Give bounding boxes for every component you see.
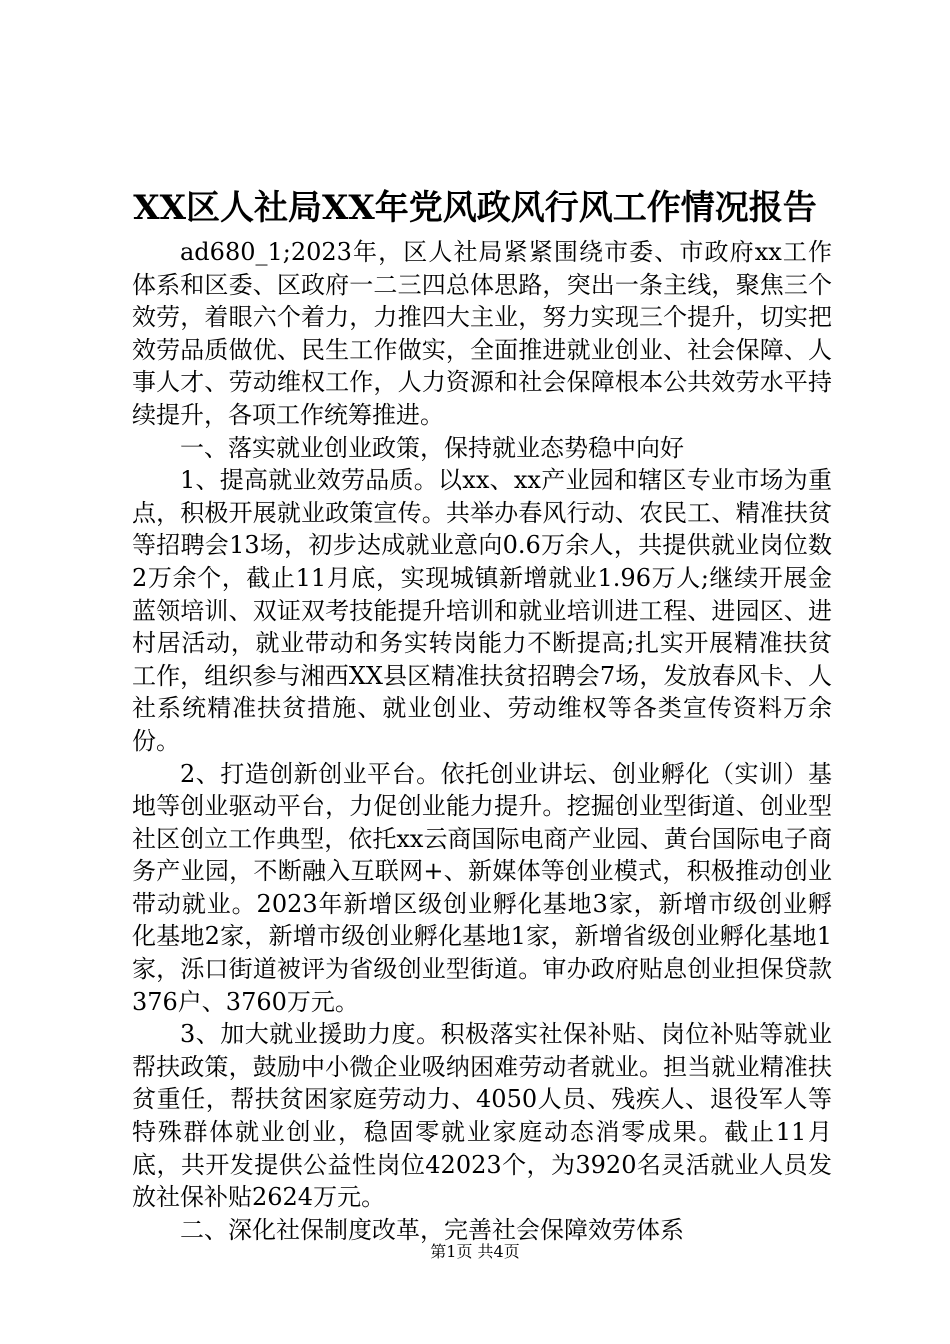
section-heading-1: 一、落实就业创业政策，保持就业态势稳中向好 [180,433,684,462]
paragraph-item-2: 2、打造创新创业平台。依托创业讲坛、创业孵化（实训）基地等创业驱动平台，力促创业能力提升。挖掘创业型街道、创业型社区创立工作典型，依托xx云商国际电商产业园、黄台国际电子商务产业园，不断融入互联网+、新媒体等创业模式，积极推动创业带动就业。2023年新增区级创业孵化基地3家，新增市级创业孵化基地2家，新增市级创业孵化基地1家，新增省级创业孵化基地1家，泺口街道被评为省级创业型街道。审办政府贴息创业担保贷款376户、3760万元。 [132,759,832,1016]
paragraph-item-1: 1、提高就业效劳品质。以xx、xx产业园和辖区专业市场为重点，积极开展就业政策宣传。共举办春风行动、农民工、精准扶贫等招聘会13场，初步达成就业意向0.6万余人，共提供就业岗位数2万余个，截止11月底，实现城镇新增就业1.96万人;继续开展金蓝领培训、双证双考技能提升培训和就业培训进工程、进园区、进村居活动，就业带动和务实转岗能力不断提高;扎实开展精准扶贫工作，组织参与湘西XX县区精准扶贫招聘会7场，发放春风卡、人社系统精准扶贫措施、就业创业、劳动维权等各类宣传资料万余份。 [132,466,832,755]
paragraph-intro: ad680_1;2023年，区人社局紧紧围绕市委、市政府xx工作体系和区委、区政府一二三四总体思路，突出一条主线，聚焦三个效劳，着眼六个着力，力推四大主业，努力实现三个提升，切实把效劳品质做优、民生工作做实，全面推进就业创业、社会保障、人事人才、劳动维权工作，人力资源和社会保障根本公共效劳水平持续提升，各项工作统筹推进。 [132,238,832,429]
paragraph-item-3: 3、加大就业援助力度。积极落实社保补贴、岗位补贴等就业帮扶政策，鼓励中小微企业吸纳困难劳动者就业。担当就业精准扶贫重任，帮扶贫困家庭劳动力、4050人员、残疾人、退役军人等特殊群体就业创业，稳固零就业家庭动态消零成果。截止11月底，共开发提供公益性岗位42023个，为3920名灵活就业人员发放社保补贴2624万元。 [132,1020,832,1212]
page-number-footer: 第1页 共4页 [430,1242,520,1261]
document-title: XX区人社局XX年党风政风行风工作情况报告 [133,188,817,228]
document-body [132,236,832,1246]
section-heading-2: 二、深化社保制度改革，完善社会保障效劳体系 [180,1215,684,1244]
